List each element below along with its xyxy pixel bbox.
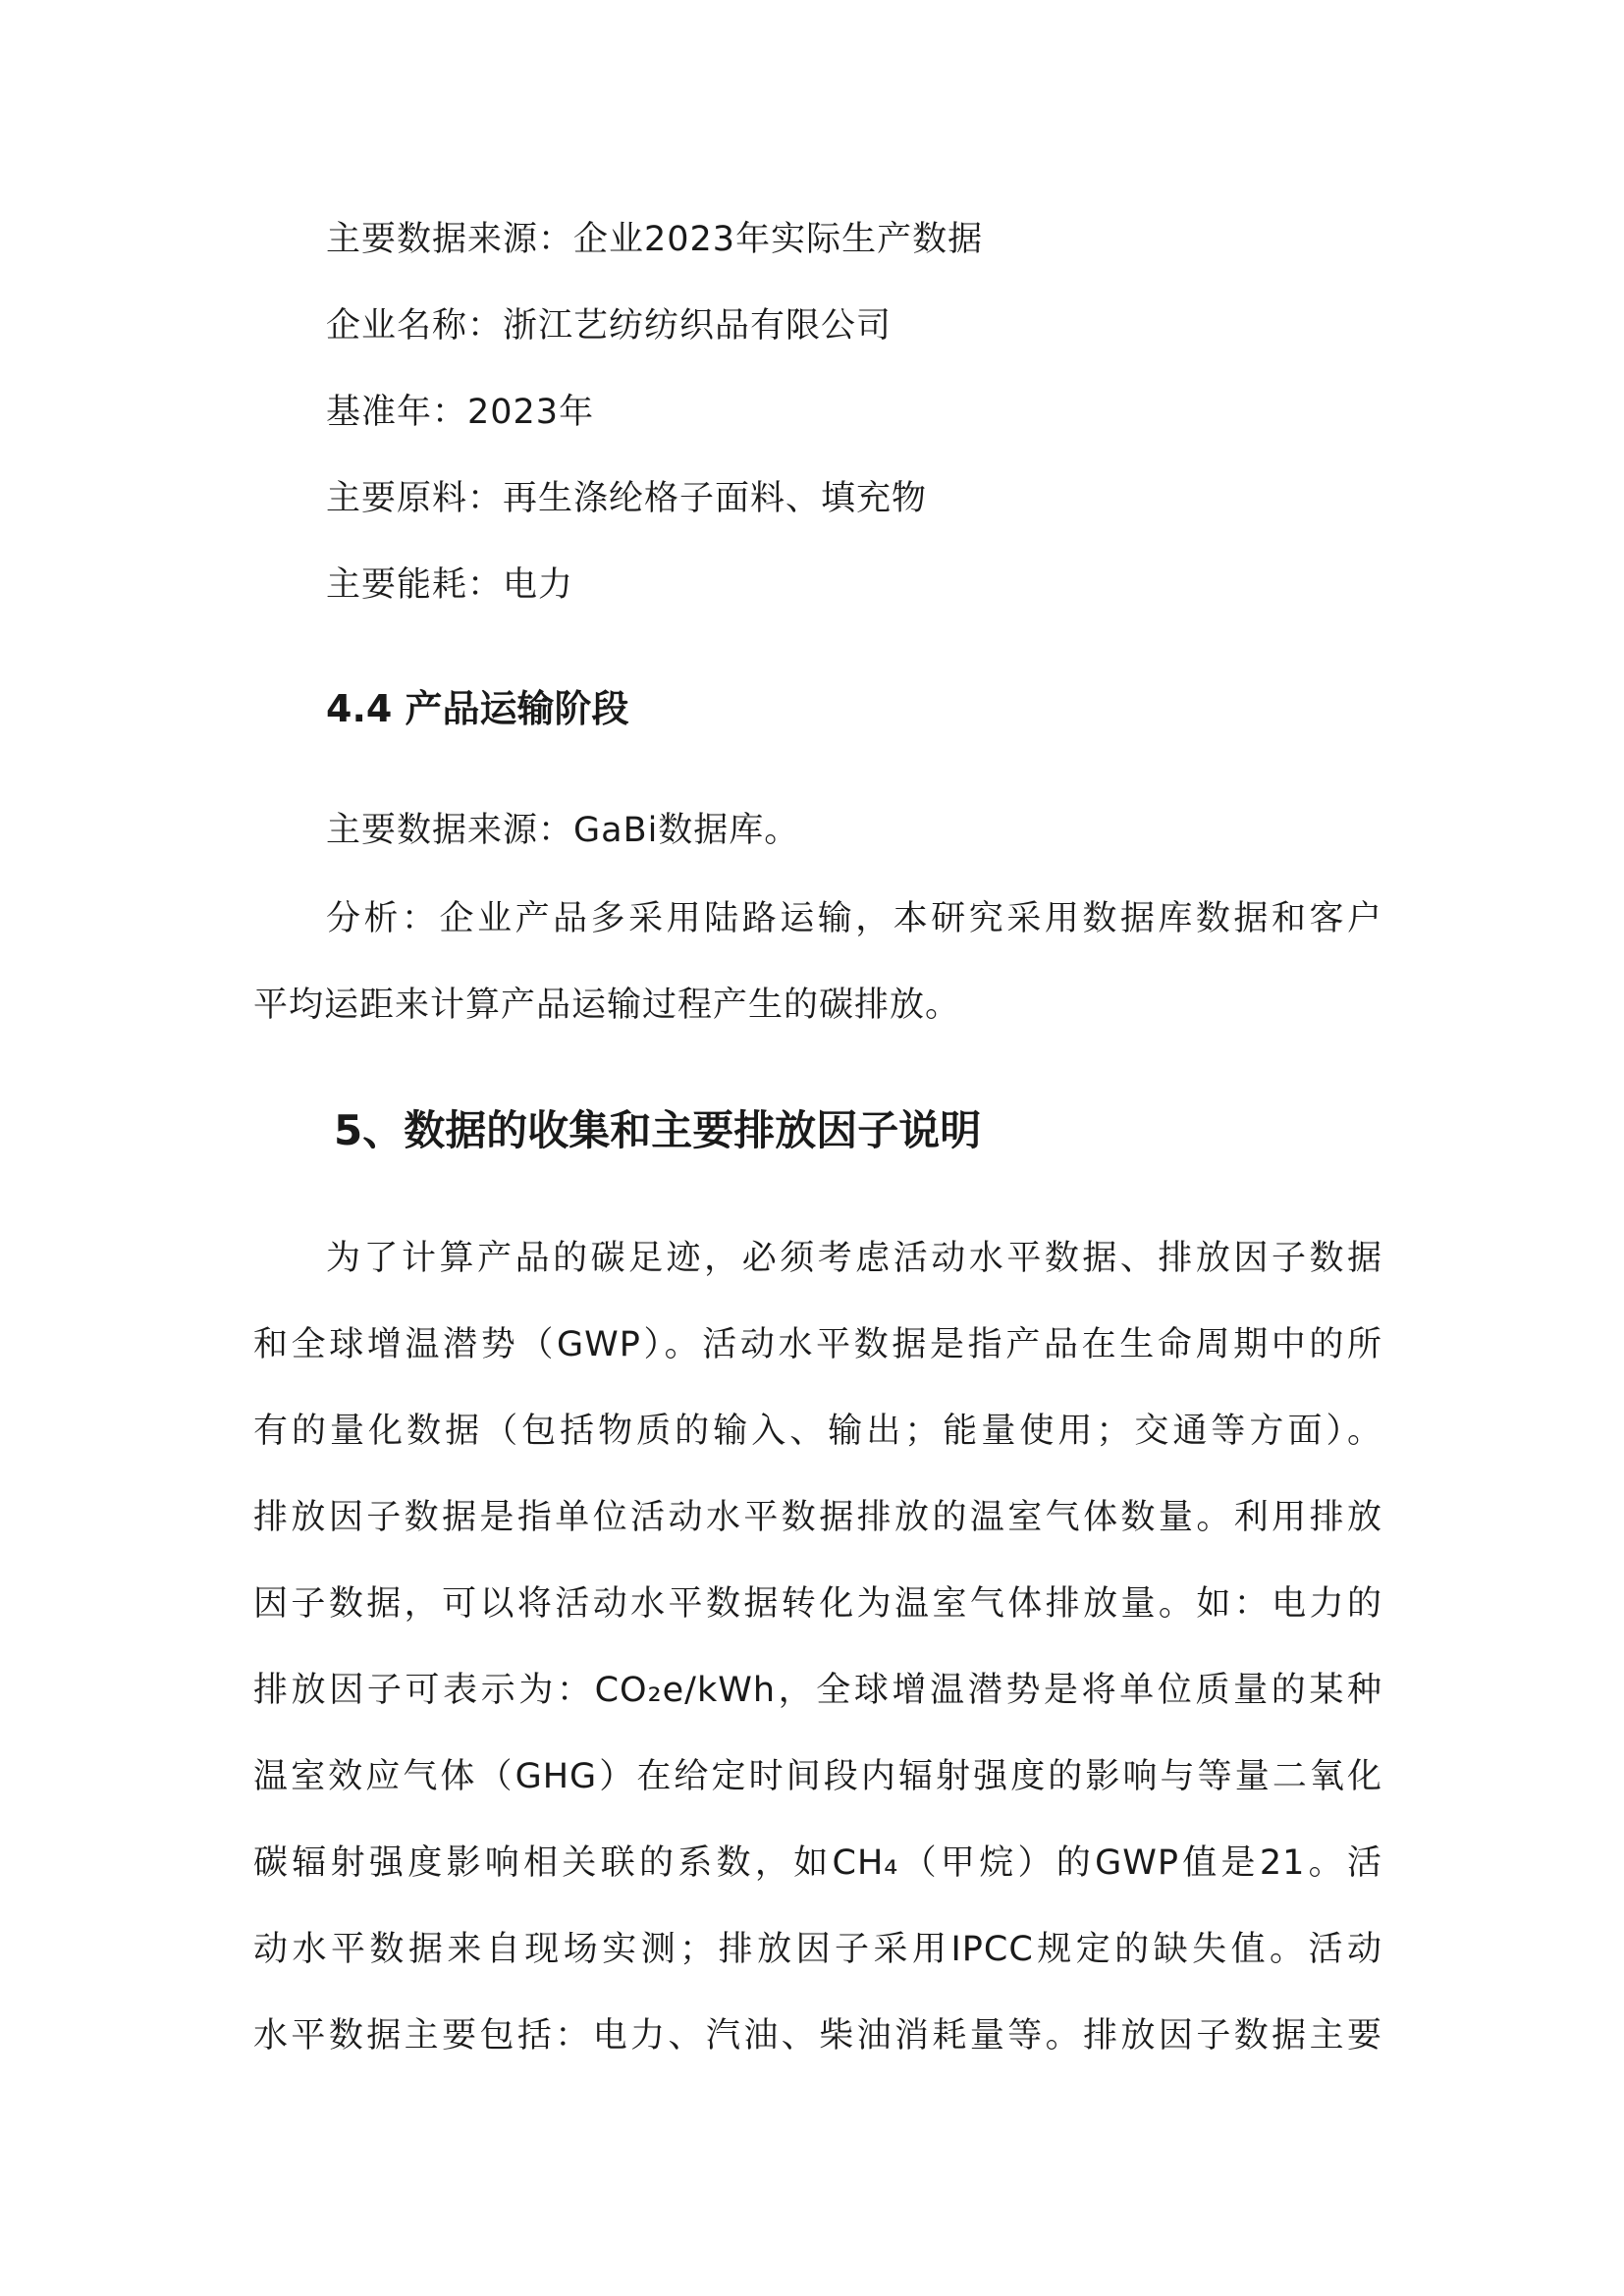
paragraph-line: 温室效应气体（GHG）在给定时间段内辐射强度的影响与等量二氧化 — [253, 1757, 1382, 1796]
transport-analysis-paragraph — [253, 876, 1382, 1048]
paragraph-line: 碳辐射强度影响相关联的系数，如CH₄（甲烷）的GWP值是21。活 — [253, 1843, 1382, 1883]
section-5-paragraph — [253, 1215, 1382, 2079]
paragraph-line: 因子数据，可以将活动水平数据转化为温室气体排放量。如：电力的 — [253, 1584, 1382, 1624]
section-5-heading: 5、数据的收集和主要排放因子说明 — [334, 1106, 982, 1154]
data-source-line: 主要数据来源：企业2023年实际生产数据 — [326, 220, 984, 259]
paragraph-line: 有的量化数据（包括物质的输入、输出；能量使用；交通等方面）。 — [253, 1412, 1382, 1451]
paragraph-line: 水平数据主要包括：电力、汽油、柴油消耗量等。排放因子数据主要 — [253, 2016, 1382, 2056]
energy-consumption-line: 主要能耗：电力 — [326, 565, 574, 605]
paragraph-line: 动水平数据来自现场实测；排放因子采用IPCC规定的缺失值。活动 — [253, 1930, 1382, 1969]
transport-data-source-line: 主要数据来源：GaBi数据库。 — [326, 811, 800, 850]
company-name-line: 企业名称：浙江艺纺纺织品有限公司 — [326, 306, 893, 346]
paragraph-line: 和全球增温潜势（GWP）。活动水平数据是指产品在生命周期中的所 — [253, 1325, 1382, 1364]
paragraph-line: 分析：企业产品多采用陆路运输，本研究采用数据库数据和客户 — [326, 899, 1382, 938]
raw-materials-line: 主要原料：再生涤纶格子面料、填充物 — [326, 479, 928, 518]
paragraph-line: 排放因子可表示为：CO₂e/kWh，全球增温潜势是将单位质量的某种 — [253, 1671, 1382, 1710]
paragraph-line: 为了计算产品的碳足迹，必须考虑活动水平数据、排放因子数据 — [326, 1239, 1382, 1278]
paragraph-line: 排放因子数据是指单位活动水平数据排放的温室气体数量。利用排放 — [253, 1498, 1382, 1537]
paragraph-line: 平均运距来计算产品运输过程产生的碳排放。 — [253, 986, 961, 1025]
base-year-line: 基准年：2023年 — [326, 393, 595, 432]
section-4-4-heading: 4.4 产品运输阶段 — [326, 687, 629, 730]
